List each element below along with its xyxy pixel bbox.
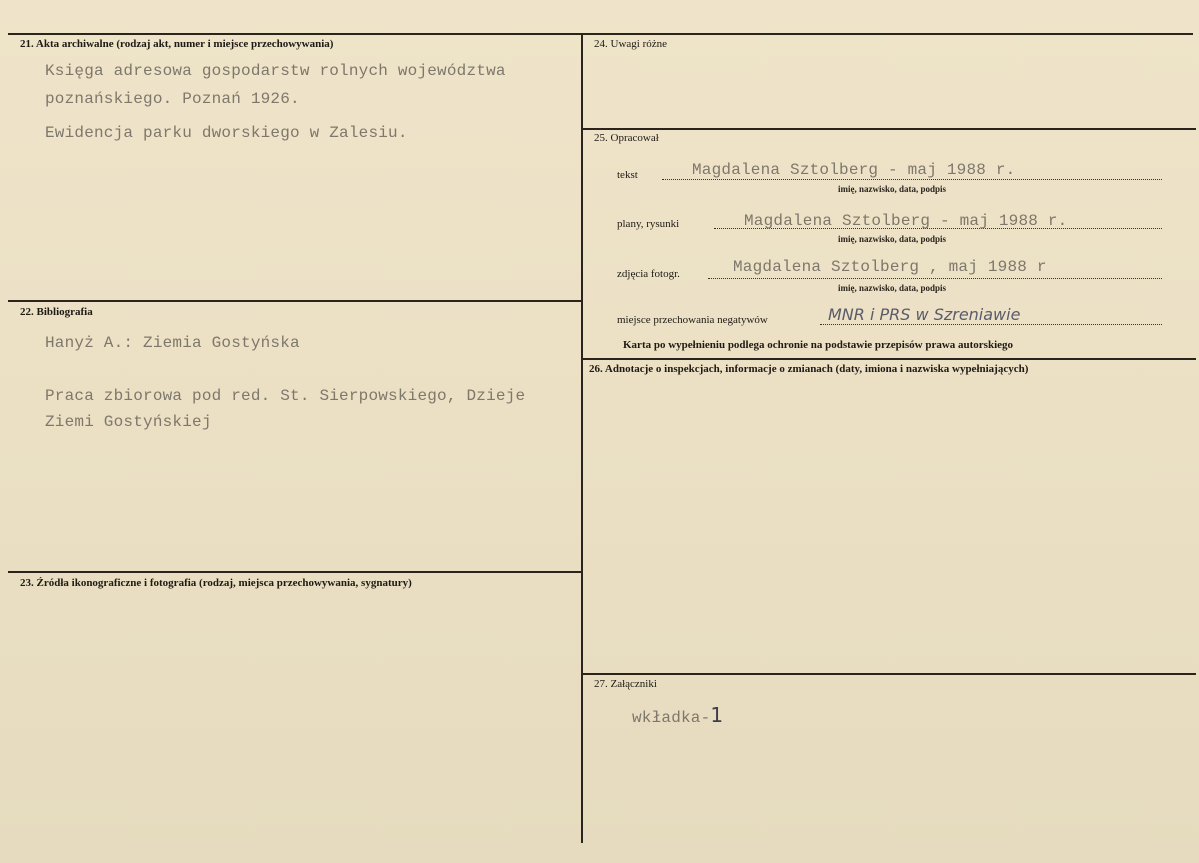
attachment-typed: wkładka- — [632, 709, 711, 727]
rule-26-27 — [583, 673, 1196, 675]
plany-label: plany, rysunki — [617, 218, 680, 230]
section-21-label: 21. Akta archiwalne (rodzaj akt, numer i miejsce przechowywania) — [20, 38, 334, 50]
section-22-line-1: Hanyż A.: Ziemia Gostyńska — [45, 334, 300, 352]
miejsce-field-line — [820, 324, 1162, 325]
section-21-line-3: Ewidencja parku dworskiego w Zalesiu. — [45, 124, 408, 142]
tekst-value: Magdalena Sztolberg - maj 1988 r. — [692, 161, 1016, 179]
section-26-label: 26. Adnotacje o inspekcjach, informacje o zmianach (daty, imiona i nazwiska wypełniających) — [589, 363, 1029, 375]
copyright-note: Karta po wypełnieniu podlega ochronie na podstawie przepisów prawa autorskiego — [623, 339, 1014, 351]
rule-21-22 — [8, 300, 583, 302]
plany-value: Magdalena Sztolberg - maj 1988 r. — [744, 212, 1068, 230]
tekst-field-line — [662, 179, 1162, 180]
section-25-label: 25. Opracował — [594, 132, 659, 144]
miejsce-value: MNR i PRS w Szreniawie — [828, 305, 1021, 324]
section-22-line-3: Ziemi Gostyńskiej — [45, 413, 212, 431]
zdjecia-value: Magdalena Sztolberg , maj 1988 r — [733, 258, 1047, 276]
section-24-label: 24. Uwagi różne — [594, 38, 668, 50]
section-22-label: 22. Bibliografia — [20, 306, 93, 318]
rule-22-23 — [8, 571, 583, 573]
attachment-entry — [632, 703, 723, 727]
rule-25-26 — [583, 358, 1196, 360]
attachment-handwritten-number: 1 — [710, 703, 724, 727]
zdjecia-label: zdjęcia fotogr. — [617, 268, 680, 280]
section-21-line-2: poznańskiego. Poznań 1926. — [45, 90, 300, 108]
miejsce-label: miejsce przechowania negatywów — [617, 314, 768, 326]
rule-24-25 — [583, 128, 1196, 130]
zdjecia-caption: imię, nazwisko, data, podpis — [838, 283, 947, 293]
section-23-label: 23. Źródła ikonograficzne i fotografia (rodzaj, miejsca przechowywania, sygnatury) — [20, 577, 412, 589]
section-27-label: 27. Załączniki — [594, 678, 657, 690]
zdjecia-field-line — [708, 278, 1162, 279]
top-rule — [8, 33, 1193, 35]
center-divider — [581, 33, 583, 843]
section-22-line-2: Praca zbiorowa pod red. St. Sierpowskiego, Dzieje — [45, 387, 526, 405]
section-21-line-1: Księga adresowa gospodarstw rolnych województwa — [45, 62, 506, 80]
plany-caption: imię, nazwisko, data, podpis — [838, 234, 947, 244]
tekst-caption: imię, nazwisko, data, podpis — [838, 184, 947, 194]
tekst-label: tekst — [617, 169, 638, 181]
